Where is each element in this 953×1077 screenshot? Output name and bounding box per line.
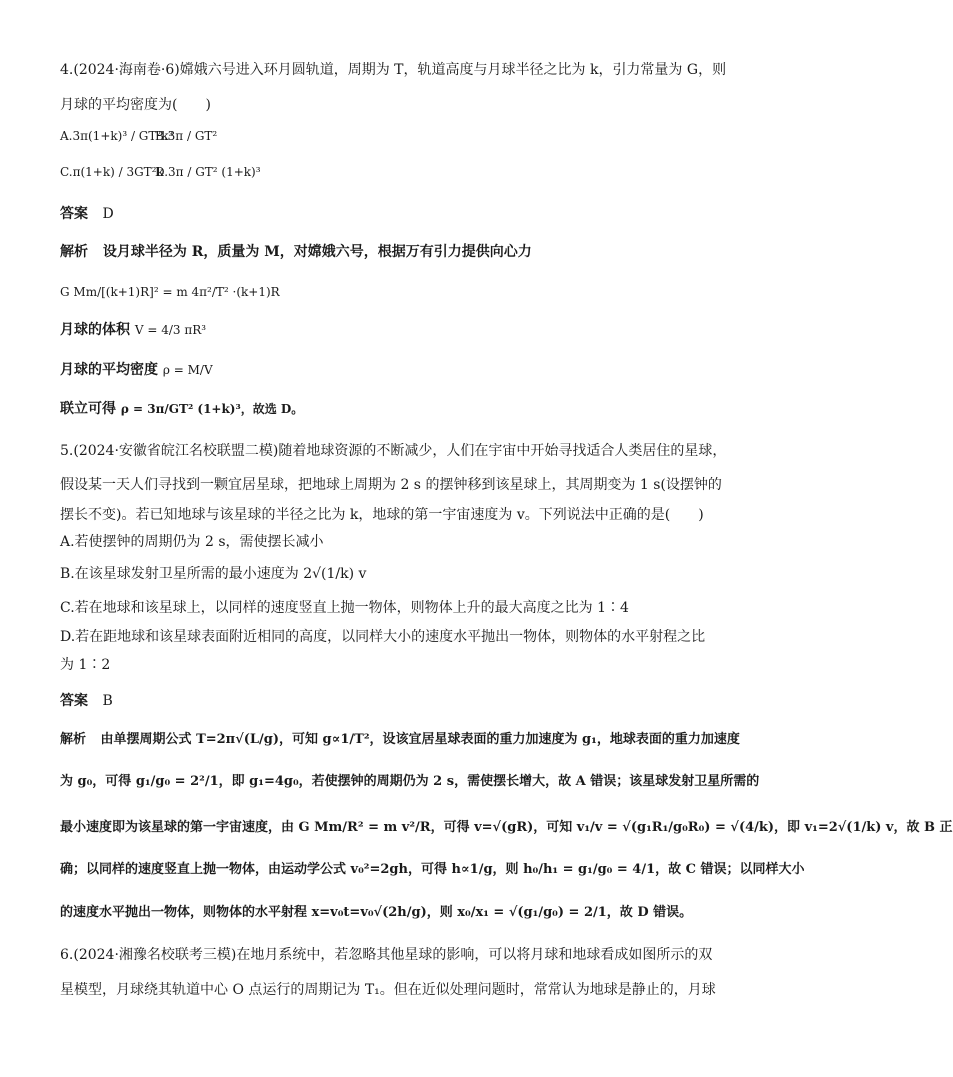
q6-stem-line1: 6.(2024·湘豫名校联考三模)在地月系统中，若忽略其他星球的影响，可以将月球和地球看成如图所示的双 (60, 947, 713, 963)
q4-analysis-text: 设月球半径为 R，质量为 M，对嫦娥六号，根据万有引力提供向心力 (102, 244, 532, 260)
q4-equation-1: G Mm/[(k+1)R]² = m 4π²/T² ·(k+1)R (60, 285, 280, 299)
q5-analysis-line2: 为 g₀，可得 g₁/g₀ = 2²/1，即 g₁=4g₀，若使摆钟的周期仍为 2 s，需使摆长增大，故 A 错误；该星球发射卫星所需的 (60, 774, 760, 789)
q4-answer (60, 204, 114, 224)
q4-stem-line1: 4.(2024·海南卷·6)嫦娥六号进入环月圆轨道，周期为 T，轨道高度与月球半径之比为 k，引力常量为 G，则 (60, 62, 727, 78)
q4-analysis-label: 解析 (60, 244, 88, 260)
q5-option-d-line2: 为 1∶2 (60, 657, 111, 673)
q6-stem-line2: 星模型，月球绕其轨道中心 O 点运行的周期记为 T₁。但在近似处理问题时，常常认为地球是静止的，月球 (60, 982, 716, 998)
q5-analysis-label: 解析 (60, 732, 87, 747)
q4-eq4-label: 联立可得 (60, 401, 116, 417)
q5-option-b: B.在该星球发射卫星所需的最小速度为 2√(1/k) v (60, 566, 367, 582)
q4-equation-4 (60, 399, 303, 419)
q4-option-c-text: C.π(1+k) / 3GT²k (60, 165, 164, 179)
q4-option-b-text: B.3π / GT² (155, 129, 218, 143)
q4-option-c (60, 163, 164, 181)
q5-analysis-line4: 确；以同样的速度竖直上抛一物体，由运动学公式 v₀²=2gh，可得 h∝1/g，则 h₀/h₁ = g₁/g₀ = 4/1，故 C 错误；以同样大小 (60, 862, 805, 877)
q4-answer-value: D (102, 206, 114, 222)
q4-option-d-text: D.3π / GT² (1+k)³ (155, 165, 261, 179)
q4-option-b (155, 127, 217, 145)
q5-option-c: C.若在地球和该星球上，以同样的速度竖直上抛一物体，则物体上升的最大高度之比为 1∶4 (60, 600, 629, 616)
q4-answer-label: 答案 (60, 206, 88, 222)
q4-eq3-formula: ρ = M/V (162, 363, 213, 377)
q5-stem-line1: 5.(2024·安徽省皖江名校联盟二模)随着地球资源的不断减少，人们在宇宙中开始寻找适合人类居住的星球， (60, 443, 727, 459)
q4-eq4-formula: ρ = 3π/GT² (1+k)³，故选 D。 (120, 402, 304, 416)
q4-analysis-line1 (60, 242, 532, 262)
q5-analysis-text-1: 由单摆周期公式 T=2π√(L/g)，可知 g∝1/T²，设该宜居星球表面的重力加速度为 g₁，地球表面的重力加速度 (100, 732, 740, 747)
q5-stem-line2: 假设某一天人们寻找到一颗宜居星球，把地球上周期为 2 s 的摆钟移到该星球上，其周期变为 1 s(设摆钟的 (60, 477, 722, 493)
q4-eq3-label: 月球的平均密度 (60, 362, 158, 378)
q4-option-d (155, 163, 261, 181)
q4-stem-line2: 月球的平均密度为( ) (60, 97, 211, 113)
q4-eq2-formula: V = 4/3 πR³ (134, 323, 207, 337)
q4-eq2-label: 月球的体积 (60, 322, 130, 338)
q5-analysis-line5: 的速度水平抛出一物体，则物体的水平射程 x=v₀t=v₀√(2h/g)，则 x₀/x₁ = √(g₁/g₀) = 2/1，故 D 错误。 (60, 905, 693, 920)
q5-answer-value: B (102, 693, 113, 709)
q4-equation-3 (60, 360, 213, 380)
q4-option-a-text: A.3π(1+k)³ / GT²k³ (60, 129, 174, 143)
q5-analysis-line1 (60, 730, 740, 750)
q5-option-a: A.若使摆钟的周期仍为 2 s，需使摆长减小 (60, 534, 324, 550)
q5-answer (60, 691, 113, 711)
q5-stem-line3: 摆长不变)。若已知地球与该星球的半径之比为 k，地球的第一宇宙速度为 v。下列说法中正确的是( ) (60, 507, 704, 523)
q5-answer-label: 答案 (60, 693, 88, 709)
q5-option-d-line1: D.若在距地球和该星球表面附近相同的高度，以同样大小的速度水平抛出一物体，则物体的水平射程之比 (60, 629, 706, 645)
q5-analysis-line3: 最小速度即为该星球的第一宇宙速度，由 G Mm/R² = m v²/R，可得 v=√(gR)，可知 v₁/v = √(g₁R₁/g₀R₀) = √(4/k)，即 v₁=2√(1/k) v，故 B 正 (60, 820, 953, 835)
q4-equation-2 (60, 320, 206, 340)
